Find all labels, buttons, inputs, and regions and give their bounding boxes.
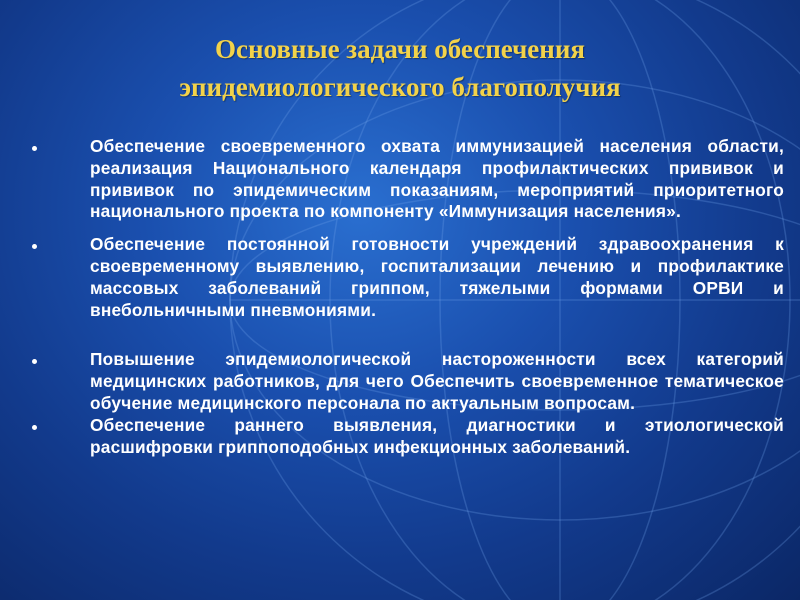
task-text: Обеспечение постоянной готовности учреждений здравоохранения к своевременному выявлению, госпитализации лечению и профилактике массовых заболеваний гриппом, тяжелыми формами ОРВИ и внебольничными пневмониями.: [90, 234, 784, 320]
task-list: [30, 136, 784, 458]
task-item-readiness: [30, 234, 784, 321]
title-line-2: эпидемиологического благополучия: [179, 72, 621, 102]
bullet-dot-icon: [32, 359, 37, 364]
slide-title: [40, 30, 760, 106]
bullet-dot-icon: [32, 425, 37, 430]
task-text: Обеспечение раннего выявления, диагностики и этиологической расшифровки гриппоподобных инфекционных заболеваний.: [90, 414, 784, 457]
task-item-immunization: [30, 136, 784, 223]
task-item-vigilance: [30, 349, 784, 414]
task-text: Обеспечение своевременного охвата иммунизацией населения области, реализация Национального календаря профилактических прививок и прививок по эпидемическим показаниям, мероприятий приоритетного национального проекта по компоненту «Иммунизация населения».: [90, 136, 784, 222]
task-text: Повышение эпидемиологической настороженности всех категорий медицинских работников, для чего Обеспечить своевременное тематическое обучение медицинского персонала по актуальным вопросам.: [90, 349, 784, 413]
title-line-1: Основные задачи обеспечения: [214, 34, 586, 64]
bullet-dot-icon: [32, 244, 37, 249]
bullet-dot-icon: [32, 146, 37, 151]
task-item-early-detection: [30, 415, 784, 459]
